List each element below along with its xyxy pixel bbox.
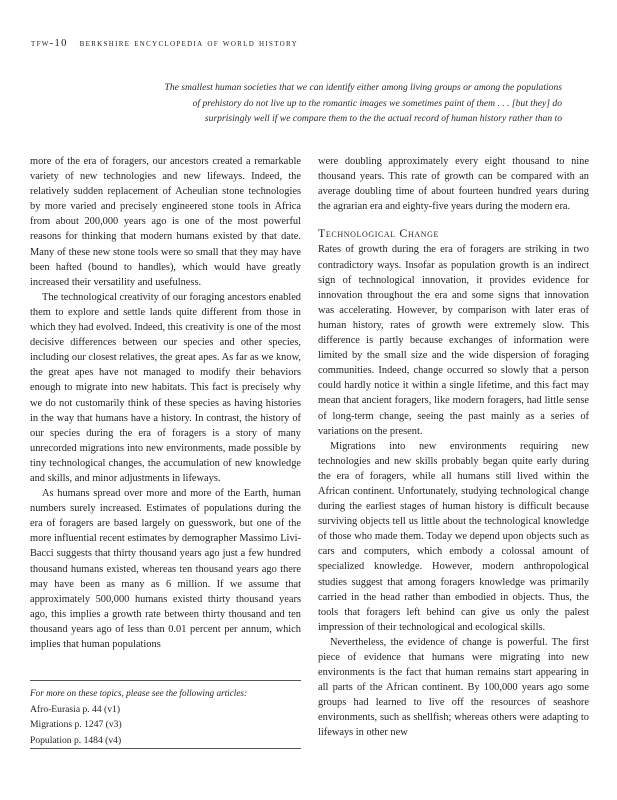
body-paragraph: As humans spread over more and more of the Earth, human numbers surely increased. Estimates of populations during the era of foragers are based largely on guesswork, but one of the more influential recent estimates by demographer Massimo Livi-Bacci suggests that thirty thousand years ago just a few hundred thousand humans existed, whereas ten thousand years ago there may have been as many as 6 million. If we assume that approximately 500,000 humans existed thirty thousand years ago, this implies a growth rate between thirty thousand and ten thousand years ago of less than 0.01 percent per annum, which implies that human populations xyxy=(30,488,301,650)
section-heading: Technological Change xyxy=(318,226,439,241)
page-folio: tfw-10 xyxy=(31,38,68,49)
further-reading-rule xyxy=(30,748,301,749)
running-head-title: berkshire encyclopedia of world history xyxy=(79,38,298,49)
body-paragraph: Migrations into new environments requiring new technologies and new skills probably began quite early during the era of foragers, while all humans still lived within the African continent. Unfortunately, studying technological change during the earliest stages of human history is difficult because surviving objects tell us little about the technological knowledge of those who made them. Today we depend upon objects such as cars and computers, which embody a colossal amount of specialized knowledge. However, modern anthropological studies suggest that among foragers knowledge was primarily carried in the head rather than embodied in objects. Thus, the tools that foragers left behind can give us only the palest impression of their technological and ecological skills. xyxy=(318,440,589,633)
left-column xyxy=(30,154,301,652)
further-reading-lead: For more on these topics, please see the following articles: xyxy=(30,688,248,698)
body-paragraph: more of the era of foragers, our ancestors created a remarkable variety of new technologies and new lifeways. Indeed, the relatively sudden replacement of Acheulian stone technologies by more varied and precisely engineered stone tools in Africa from about 200,000 years ago is one of the most powerful reasons for thinking that modern humans existed by that date. Many of these new stone tools were so small that they may have been hafted (bound to handles), which would have greatly increased their versatility and usefulness. xyxy=(30,156,301,288)
body-paragraph: Nevertheless, the evidence of change is powerful. The first piece of evidence that humans were migrating into new environments is the fact that human remains start appearing in all parts of the African continent. By 100,000 years ago some groups had learned to live off the resources of seashore environments, such as shellfish; whereas others were adapting to lifeways in other new xyxy=(318,636,589,739)
further-reading-link[interactable]: Population p. 1484 (v4) xyxy=(30,734,122,746)
epigraph-line: The smallest human societies that we can identify either among living groups or among the populations xyxy=(164,82,562,93)
epigraph-line: surprisingly well if we compare them to the the actual record of human history rather than to xyxy=(204,113,562,124)
epigraph-line: of prehistory do not live up to the romantic images we sometimes paint of them . . . [but they] do xyxy=(192,97,562,109)
running-head xyxy=(31,38,591,49)
body-paragraph: were doubling approximately every eight thousand to nine thousand years. This rate of growth can be compared with an average doubling time of about fourteen hundred years during the agrarian era and eighty-five years during the modern era. xyxy=(318,156,589,213)
body-paragraph: The technological creativity of our foraging ancestors enabled them to explore and settle lands quite different from those in which they had evolved. Indeed, this creativity is one of the most decisive differences between our species and other species, including our closest relatives, the great apes. As far as we know, the great apes have not managed to modify their behaviors enough to migrate into new habitats. This fact is precisely why we do not customarily think of these species as having histories in the way that humans have a history. In contrast, the history of our species during the era of foragers is a story of many unrecorded migrations into new environments, made possible by tiny technological changes, the accumulation of new knowledge and skills, and minor adjustments in lifeways. xyxy=(30,291,301,484)
right-column xyxy=(318,154,589,741)
further-reading-link[interactable]: Afro-Eurasia p. 44 (v1) xyxy=(30,703,121,715)
epigraph-quote xyxy=(60,80,562,127)
further-reading-link[interactable]: Migrations p. 1247 (v3) xyxy=(30,719,122,731)
body-paragraph: Rates of growth during the era of foragers are striking in two contradictory ways. Insofar as population growth is an indirect sign of technological innovation, it provides evidence for innovation throughout the era and some signs that innovation was accelerating. However, by comparison with later eras of human history, rates of growth were extremely slow. This difference is partly because exchanges of information were limited by the small size and the wide dispersion of foraging communities. Indeed, change occurred so slowly that a person could hardly notice it within a single lifetime, and this fact may mean that ancient foragers, like modern foragers, had little sense of long-term change, seeing the past mainly as a series of variations on the present. xyxy=(318,244,589,437)
further-reading-box xyxy=(30,680,301,749)
